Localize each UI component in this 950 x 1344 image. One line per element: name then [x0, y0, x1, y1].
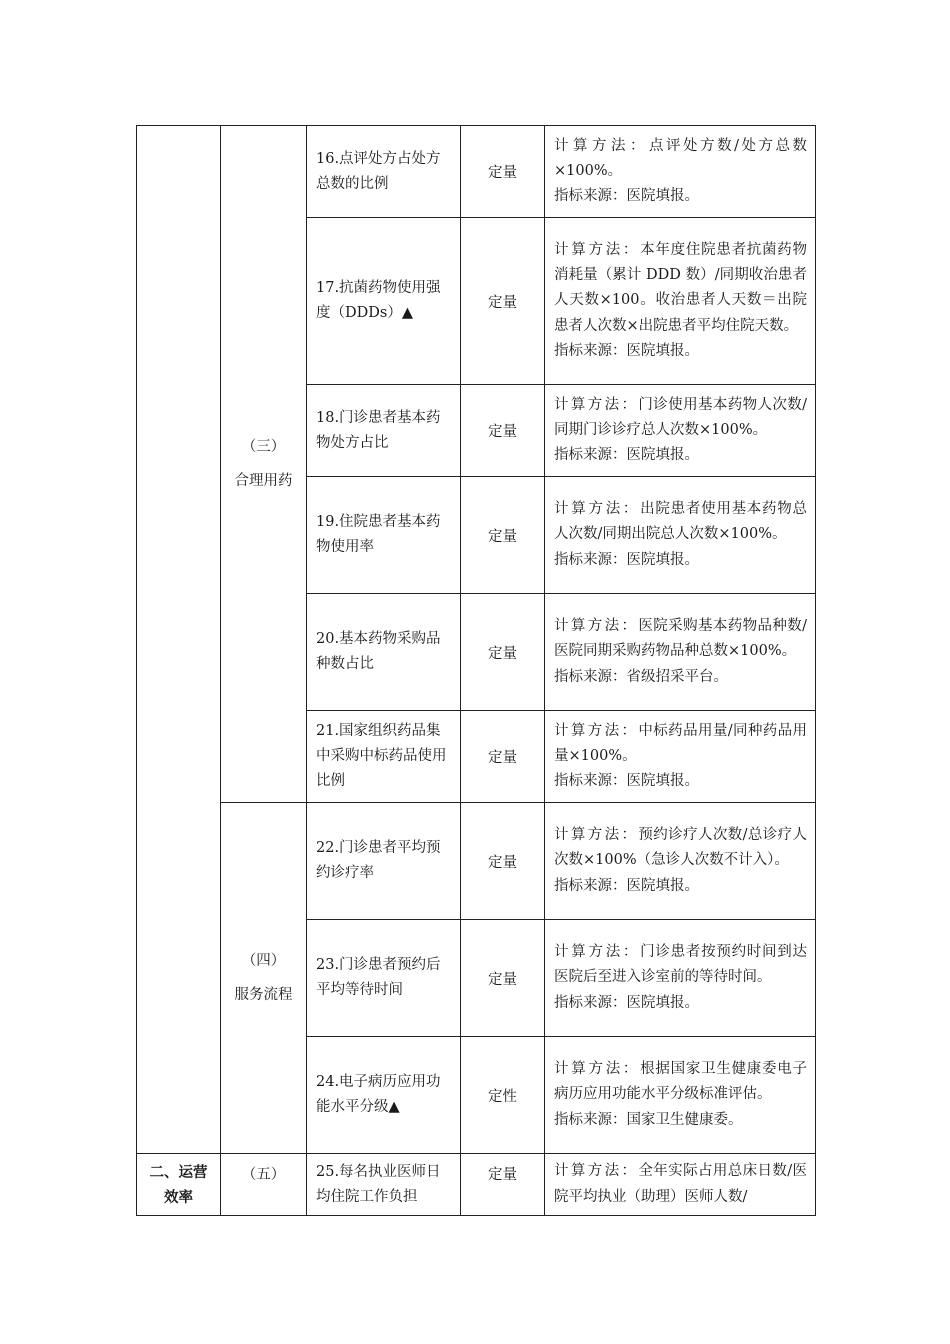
indicator-detail	[545, 385, 816, 477]
method-text	[554, 614, 807, 664]
indicator-name: 23.门诊患者预约后平均等待时间	[307, 920, 461, 1037]
indicator-type: 定性	[461, 1037, 545, 1154]
method-text	[554, 497, 807, 547]
indicator-detail	[545, 711, 816, 803]
method-label: 计算方法：	[554, 944, 641, 961]
indicator-name: 17.抗菌药物使用强度（DDDs）▲	[307, 218, 461, 385]
source-value: 医院填报。	[626, 188, 699, 205]
method-label: 计算方法：	[554, 501, 641, 518]
source-label: 指标来源：	[554, 877, 627, 894]
source-text	[554, 339, 807, 364]
indicator-type: 定量	[461, 594, 545, 711]
source-text	[554, 1108, 807, 1133]
method-value: 门诊使用基本药物人次数/同期门诊诊疗总人次数×100%。	[554, 396, 808, 438]
method-text	[554, 1159, 807, 1209]
subsection-title: 服务流程	[234, 987, 293, 1003]
method-value: 本年度住院患者抗菌药物消耗量（累计 DDD 数）/同期收治患者人天数×100。收治患者人天数＝出院患者人次数×出院患者平均住院天数。	[554, 241, 808, 334]
source-label: 指标来源：	[554, 668, 627, 685]
source-text	[554, 184, 807, 209]
method-text	[554, 238, 807, 339]
indicator-name: 22.门诊患者平均预约诊疗率	[307, 803, 461, 920]
method-label: 计算方法：	[554, 827, 639, 844]
indicator-detail	[545, 1154, 816, 1216]
source-value: 医院填报。	[626, 342, 699, 359]
indicator-detail	[545, 803, 816, 920]
indicator-name: 20.基本药物采购品种数占比	[307, 594, 461, 711]
source-value: 国家卫生健康委。	[626, 1111, 743, 1128]
source-value: 医院填报。	[626, 994, 699, 1011]
source-text	[554, 769, 807, 794]
table-row	[137, 803, 816, 920]
indicator-type: 定量	[461, 920, 545, 1037]
indicator-detail	[545, 126, 816, 218]
section-title-line: 二、运营	[149, 1163, 208, 1181]
table-row	[137, 1154, 816, 1216]
indicator-name: 24.电子病历应用功能水平分级▲	[307, 1037, 461, 1154]
source-label: 指标来源：	[554, 342, 627, 359]
method-label: 计算方法：	[554, 1061, 641, 1078]
indicator-type: 定量	[461, 218, 545, 385]
method-label: 计算方法：	[554, 1163, 639, 1180]
indicator-type: 定量	[461, 803, 545, 920]
source-value: 医院填报。	[626, 773, 699, 790]
source-text	[554, 548, 807, 573]
method-text	[554, 823, 807, 873]
indicator-detail	[545, 218, 816, 385]
indicator-type: 定量	[461, 126, 545, 218]
method-value: 门诊患者按预约时间到达医院后至进入诊室前的等待时间。	[554, 944, 808, 986]
indicator-detail	[545, 1037, 816, 1154]
indicator-name: 18.门诊患者基本药物处方占比	[307, 385, 461, 477]
source-text	[554, 874, 807, 899]
indicator-type: 定量	[461, 477, 545, 594]
method-label: 计算方法：	[554, 396, 639, 413]
method-value: 根据国家卫生健康委电子病历应用功能水平分级标准评估。	[554, 1061, 808, 1103]
subsection-number: （五）	[241, 1167, 286, 1183]
source-text	[554, 443, 807, 468]
method-text	[554, 940, 807, 990]
method-label: 计算方法：	[554, 137, 650, 154]
section-cell-blank	[137, 126, 221, 1154]
indicator-name: 19.住院患者基本药物使用率	[307, 477, 461, 594]
method-value: 中标药品用量/同种药品用量×100%。	[554, 722, 808, 764]
source-label: 指标来源：	[554, 1111, 627, 1128]
indicator-name: 25.每名执业医师日均住院工作负担	[307, 1154, 461, 1216]
subsection-cell-rational-drug-use	[221, 126, 307, 803]
method-label: 计算方法：	[554, 618, 639, 635]
method-label: 计算方法：	[554, 241, 641, 258]
subsection-number: （四）	[241, 953, 286, 969]
source-text	[554, 665, 807, 690]
indicator-detail	[545, 477, 816, 594]
indicator-name: 21.国家组织药品集中采购中标药品使用比例	[307, 711, 461, 803]
method-value: 出院患者使用基本药物总人次数/同期出院总人次数×100%。	[554, 501, 808, 543]
subsection-cell-5	[221, 1154, 307, 1216]
method-value: 点评处方数/处方总数×100%。	[554, 137, 808, 179]
indicator-table	[136, 125, 816, 1216]
source-label: 指标来源：	[554, 773, 627, 790]
source-label: 指标来源：	[554, 447, 627, 464]
indicator-name: 16.点评处方占处方总数的比例	[307, 126, 461, 218]
source-value: 医院填报。	[626, 447, 699, 464]
source-value: 省级招采平台。	[626, 668, 728, 685]
method-text	[554, 719, 807, 769]
indicator-type: 定量	[461, 1154, 545, 1216]
method-text	[554, 393, 807, 443]
indicator-detail	[545, 920, 816, 1037]
source-label: 指标来源：	[554, 188, 627, 205]
subsection-cell-service-process	[221, 803, 307, 1154]
source-value: 医院填报。	[626, 551, 699, 568]
method-label: 计算方法：	[554, 722, 639, 739]
subsection-title: 合理用药	[234, 473, 293, 489]
source-text	[554, 991, 807, 1016]
source-label: 指标来源：	[554, 994, 627, 1011]
subsection-number: （三）	[241, 439, 286, 455]
indicator-type: 定量	[461, 711, 545, 803]
source-value: 医院填报。	[626, 877, 699, 894]
indicator-type: 定量	[461, 385, 545, 477]
method-text	[554, 134, 807, 184]
method-value: 预约诊疗人次数/总诊疗人次数×100%（急诊人次数不计入）。	[554, 827, 808, 869]
table-row	[137, 126, 816, 218]
method-text	[554, 1057, 807, 1107]
section-title-line: 效率	[164, 1188, 193, 1206]
method-value: 医院采购基本药物品种数/医院同期采购药物品种总数×100%。	[554, 618, 808, 660]
source-label: 指标来源：	[554, 551, 627, 568]
section-cell-operation-efficiency	[137, 1154, 221, 1216]
method-value: 全年实际占用总床日数/医院平均执业（助理）医师人数/	[554, 1163, 808, 1205]
indicator-detail	[545, 594, 816, 711]
